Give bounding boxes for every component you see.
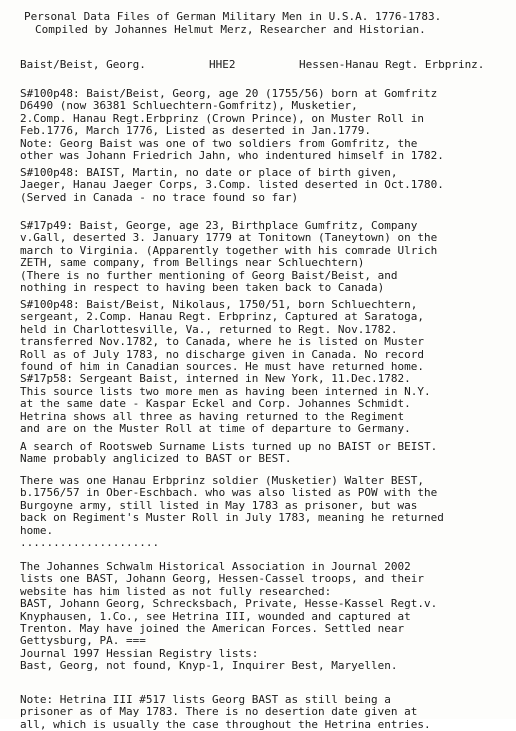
paragraph-1-line-2: D6490 (now 36381 Schluechtern-Gomfritz), Musketier,	[20, 99, 358, 113]
paragraph-7-line-3: website has him listed as not fully researched:	[20, 584, 332, 598]
paragraph-4-line-6: found of him in Canadian sources. He must have returned home.	[20, 360, 424, 373]
header-line-2: Compiled by Johannes Helmut Merz, Researcher and Historian.	[35, 23, 426, 36]
paragraph-1-line-5: Note: Georg Baist was one of two soldiers from Gomfritz, the	[20, 136, 418, 150]
paragraph-8-line-1: Note: Hetrina III #517 lists Georg BAST as still being a	[20, 693, 391, 706]
paragraph-5-line-1: A search of Rootsweb Surname Lists turned up no BAIST or BEIST.	[20, 440, 438, 453]
paragraph-6-line-5: home.	[20, 523, 54, 537]
subject-code: HHE2	[209, 58, 236, 71]
paragraph-1-line-6: other was Johann Friedrich Jahn, who indentured himself in 1782.	[20, 149, 444, 162]
paragraph-3-line-1: S#17p49: Baist, George, age 23, Birthplace Gumfritz, Company	[20, 219, 418, 232]
paragraph-5-line-2: Name probably anglicized to BAST or BEST.	[20, 452, 292, 466]
paragraph-3-line-6: nothing in respect to having been taken back to Canada)	[20, 281, 385, 294]
paragraph-3-line-3: march to Virginia. (Apparently together with his comrade Ulrich	[20, 243, 438, 257]
paragraph-3-line-4: ZETH, same company, from Bellings near Schluechtern)	[20, 256, 365, 270]
subject-regiment: Hessen-Hanau Regt. Erbprinz.	[299, 58, 485, 71]
paragraph-7-line-4: BAST, Johann Georg, Schrecksbach, Private, Hesse-Kassel Regt.v.	[20, 597, 438, 611]
paragraph-4-line-8: This source lists two more men as having been interned in N.Y.	[20, 384, 431, 398]
paragraph-3-line-2: v.Gall, deserted 3. January 1779 at Tonitown (Taneytown) on the	[20, 231, 438, 245]
paragraph-1-line-1: S#100p48: Baist/Beist, Georg, age 20 (1755/56) born at Gomfritz	[20, 87, 438, 100]
paragraph-2-line-2: Jaeger, Hanau Jaeger Corps, 3.Comp. listed deserted in Oct.1780.	[20, 178, 444, 192]
paragraph-7-line-2: lists one BAST, Johann Georg, Hessen-Cassel troops, and their	[20, 572, 424, 586]
paragraph-8-line-2: prisoner as of May 1783. There is no desertion date given at	[20, 705, 418, 719]
subject-name: Baist/Beist, Georg.	[20, 58, 146, 71]
paragraph-7-line-6: Trenton. May have joined the American Forces. Settled near	[20, 622, 405, 635]
header-line-1: Personal Data Files of German Military Men in U.S.A. 1776-1783.	[24, 10, 442, 23]
paragraph-6-line-3: Burgoyne army, still listed in May 1783 as prisoner, but was	[20, 498, 418, 512]
paragraph-4-line-2: sergeant, 2.Comp. Hanau Regt. Erbprinz, Captured at Saratoga,	[20, 310, 424, 324]
paragraph-4-line-5: Roll as of July 1783, no discharge given in Canada. No record	[20, 347, 424, 361]
paragraph-7-line-1: The Johannes Schwalm Historical Association in Journal 2002	[20, 560, 411, 573]
paragraph-4-line-10: Hetrina shows all three as having returned to the Regiment	[20, 409, 405, 423]
paragraph-1-line-4: Feb.1776, March 1776, Listed as deserted in Jan.1779.	[20, 124, 371, 138]
paragraph-8-line-3: all, which is usually the case throughout the Hetrina entries.	[20, 717, 431, 731]
paragraph-4-line-3: held in Charlottesville, Va., returned to Regt. Nov.1782.	[20, 322, 398, 336]
paragraph-6-line-1: There was one Hanau Erbprinz soldier (Musketier) Walter BEST,	[20, 474, 424, 487]
paragraph-4-line-11: and are on the Muster Roll at time of departure to Germany.	[20, 422, 411, 435]
paragraph-6-line-6: .....................	[20, 536, 160, 549]
paragraph-2-line-3: (Served in Canada - no trace found so far)	[20, 190, 299, 204]
paragraph-1-line-3: 2.Comp. Hanau Regt.Erbprinz (Crown Prince), on Muster Roll in	[20, 111, 424, 125]
paragraph-6-line-2: b.1756/57 in Ober-Eschbach. who was also listed as POW with the	[20, 486, 438, 500]
paragraph-2-line-1: S#100p48: BAIST, Martin, no date or place of birth given,	[20, 166, 398, 179]
paragraph-4-line-4: transferred Nov.1782, to Canada, where he is listed on Muster	[20, 335, 424, 349]
paragraph-7-line-7: Gettysburg, PA. ===	[20, 634, 146, 648]
paragraph-4-line-1: S#100p48: Baist/Beist, Nikolaus, 1750/51, born Schluechtern,	[20, 298, 418, 311]
paragraph-7-line-9: Bast, Georg, not found, Knyp-1, Inquirer Best, Maryellen.	[20, 659, 398, 673]
paragraph-7-line-5: Knyphausen, 1.Co., see Hetrina III, wounded and captured at	[20, 609, 411, 623]
paragraph-3-line-5: (There is no further mentioning of Georg Baist/Beist, and	[20, 268, 398, 282]
paragraph-4-line-7: S#17p58: Sergeant Baist, interned in New York, 11.Dec.1782.	[20, 372, 411, 386]
paragraph-6-line-4: back on Regiment's Muster Roll in July 1783, meaning he returned	[20, 511, 444, 525]
paragraph-4-line-9: at the same date - Kaspar Eckel and Corp. Johannes Schmidt.	[20, 397, 411, 411]
paragraph-7-line-8: Journal 1997 Hessian Registry lists:	[20, 646, 259, 660]
